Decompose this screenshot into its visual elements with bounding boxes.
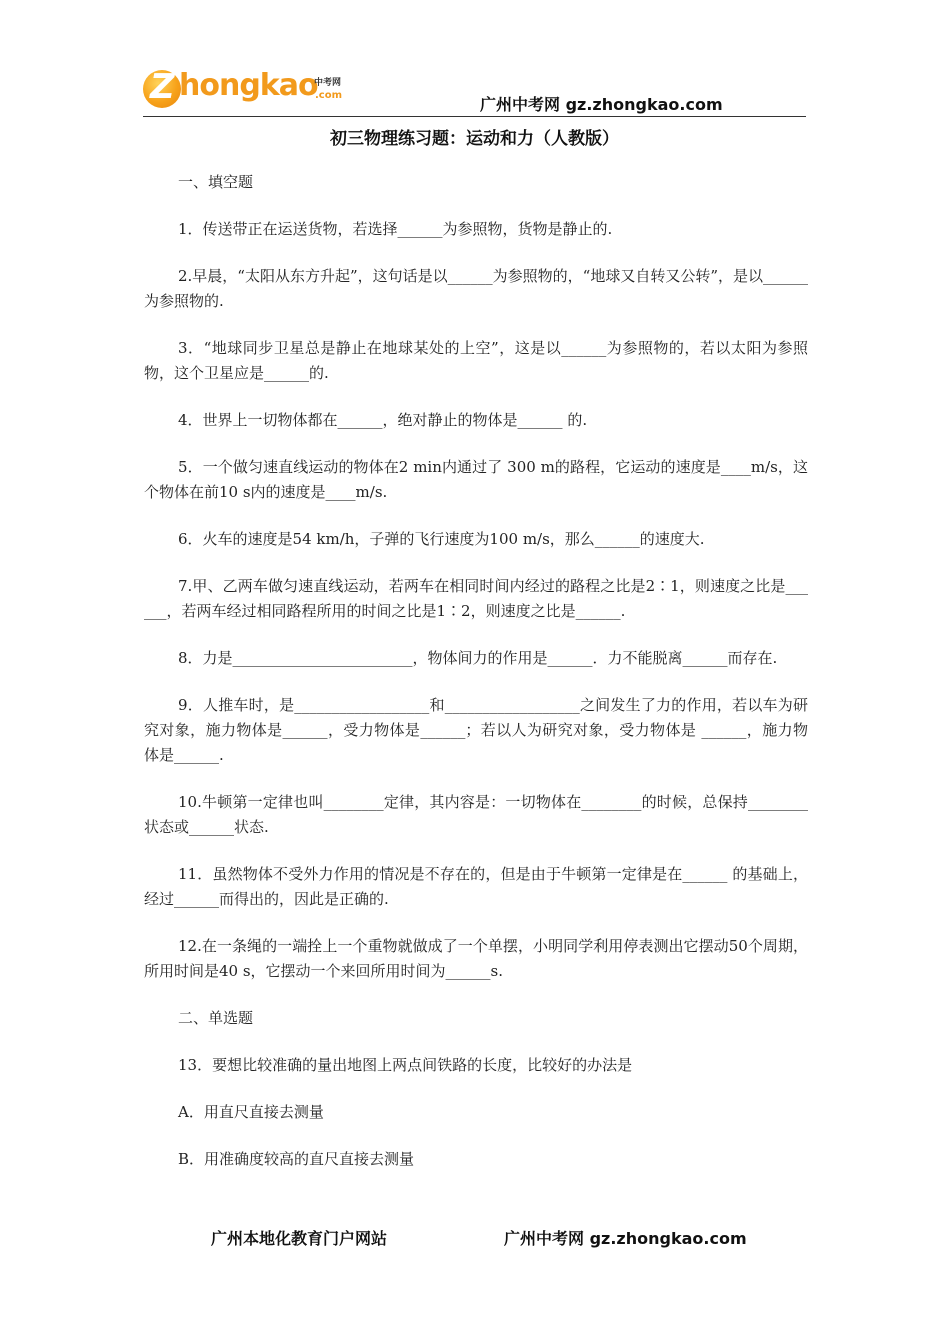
footer-right-text: 广州中考网 gz.zhongkao.com <box>504 1229 747 1248</box>
logo-circle-icon <box>143 67 181 108</box>
option-a: A．用直尺直接去测量 <box>178 1103 324 1121</box>
question-13: 13．要想比较准确的量出地图上两点间铁路的长度，比较好的办法是 <box>178 1056 633 1074</box>
footer-left-text: 广州本地化教育门户网站 <box>211 1229 388 1248</box>
logo-text: hongkao <box>179 68 318 103</box>
logo-com: .com <box>315 90 343 101</box>
page-header <box>143 64 806 117</box>
question-5: 5．一个做匀速直线运动的物体在2 min内通过了 300 m的路程，它运动的速度是____m/s，这个物体在前10 s内的速度是____m/s. <box>144 458 808 501</box>
section-heading-single-choice: 二、单选题 <box>178 1009 254 1027</box>
document-body <box>144 170 808 1194</box>
question-4: 4．世界上一切物体都在______，绝对静止的物体是______ 的. <box>178 411 588 429</box>
zhongkao-logo[interactable] <box>143 66 353 112</box>
question-3: 3．“地球同步卫星总是静止在地球某处的上空”，这是以______为参照物的，若以太阳为参照物，这个卫星应是______的. <box>144 339 808 382</box>
section-heading-fill-in: 一、填空题 <box>178 173 254 191</box>
option-b: B．用准确度较高的直尺直接去测量 <box>178 1150 415 1168</box>
header-site-name: 广州中考网 gz.zhongkao.com <box>480 95 723 114</box>
question-7: 7.甲、乙两车做匀速直线运动，若两车在相同时间内经过的路程之比是2∶1，则速度之比是______，若两车经过相同路程所用的时间之比是1∶2，则速度之比是______. <box>144 577 808 620</box>
question-8: 8．力是________________________，物体间力的作用是______．力不能脱离______而存在. <box>178 649 778 667</box>
question-11: 11．虽然物体不受外力作用的情况是不存在的，但是由于牛顿第一定律是在______ 的基础上，经过______而得出的，因此是正确的. <box>144 865 808 908</box>
question-10: 10.牛顿第一定律也叫________定律，其内容是：一切物体在________的时候，总保持________状态或______状态. <box>144 793 808 836</box>
question-6: 6．火车的速度是54 km/h，子弹的飞行速度为100 m/s，那么______的速度大. <box>178 530 705 548</box>
document-title: 初三物理练习题：运动和力（人教版） <box>330 129 619 149</box>
logo-cn: 中考网 <box>314 78 342 88</box>
question-2: 2.早晨，“太阳从东方升起”，这句话是以______为参照物的，“地球又自转又公转”，是以______为参照物的. <box>144 267 808 310</box>
page-footer <box>0 1226 950 1250</box>
question-9: 9．人推车时，是__________________和__________________之间发生了力的作用，若以车为研究对象，施力物体是______，受力物体是______；若以人为研究对象，受力物体是 ______，施力物体是______. <box>144 696 808 764</box>
question-12: 12.在一条绳的一端拴上一个重物就做成了一个单摆，小明同学利用停表测出它摆动50个周期，所用时间是40 s，它摆动一个来回所用时间为______s. <box>144 937 808 980</box>
question-1: 1．传送带正在运送货物，若选择______为参照物，货物是静止的. <box>178 220 613 238</box>
logo-letter: Z <box>150 67 175 107</box>
